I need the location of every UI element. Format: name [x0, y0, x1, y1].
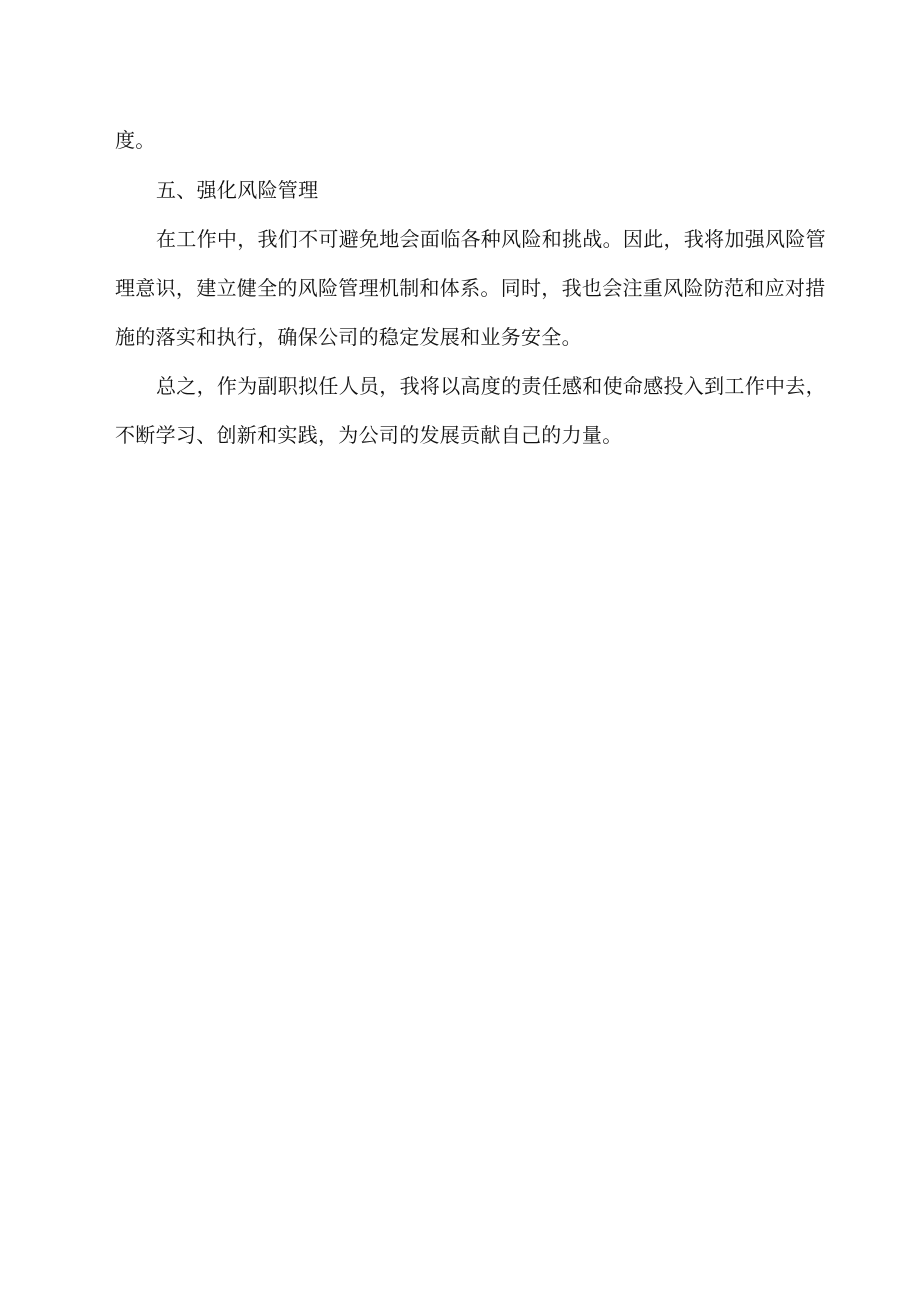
continuation-text: 度。	[115, 128, 156, 152]
paragraph-line: 总之，作为副职拟任人员，我将以高度的责任感和使命感投入到工作中去，	[156, 374, 826, 398]
paragraph-risk-management	[115, 220, 826, 356]
paragraph-conclusion	[115, 367, 826, 454]
paragraph-line: 不断学习、创新和实践，为公司的发展贡献自己的力量。	[115, 423, 623, 447]
section-heading: 五、强化风险管理	[156, 178, 319, 202]
document-body	[115, 121, 826, 454]
paragraph-line: 在工作中，我们不可避免地会面临各种风险和挑战。因此，我将加强风险管	[156, 227, 826, 251]
paragraph-line: 理意识，建立健全的风险管理机制和体系。同时，我也会注重风险防范和应对措	[115, 276, 826, 300]
paragraph-line: 施的落实和执行，确保公司的稳定发展和业务安全。	[115, 325, 582, 349]
